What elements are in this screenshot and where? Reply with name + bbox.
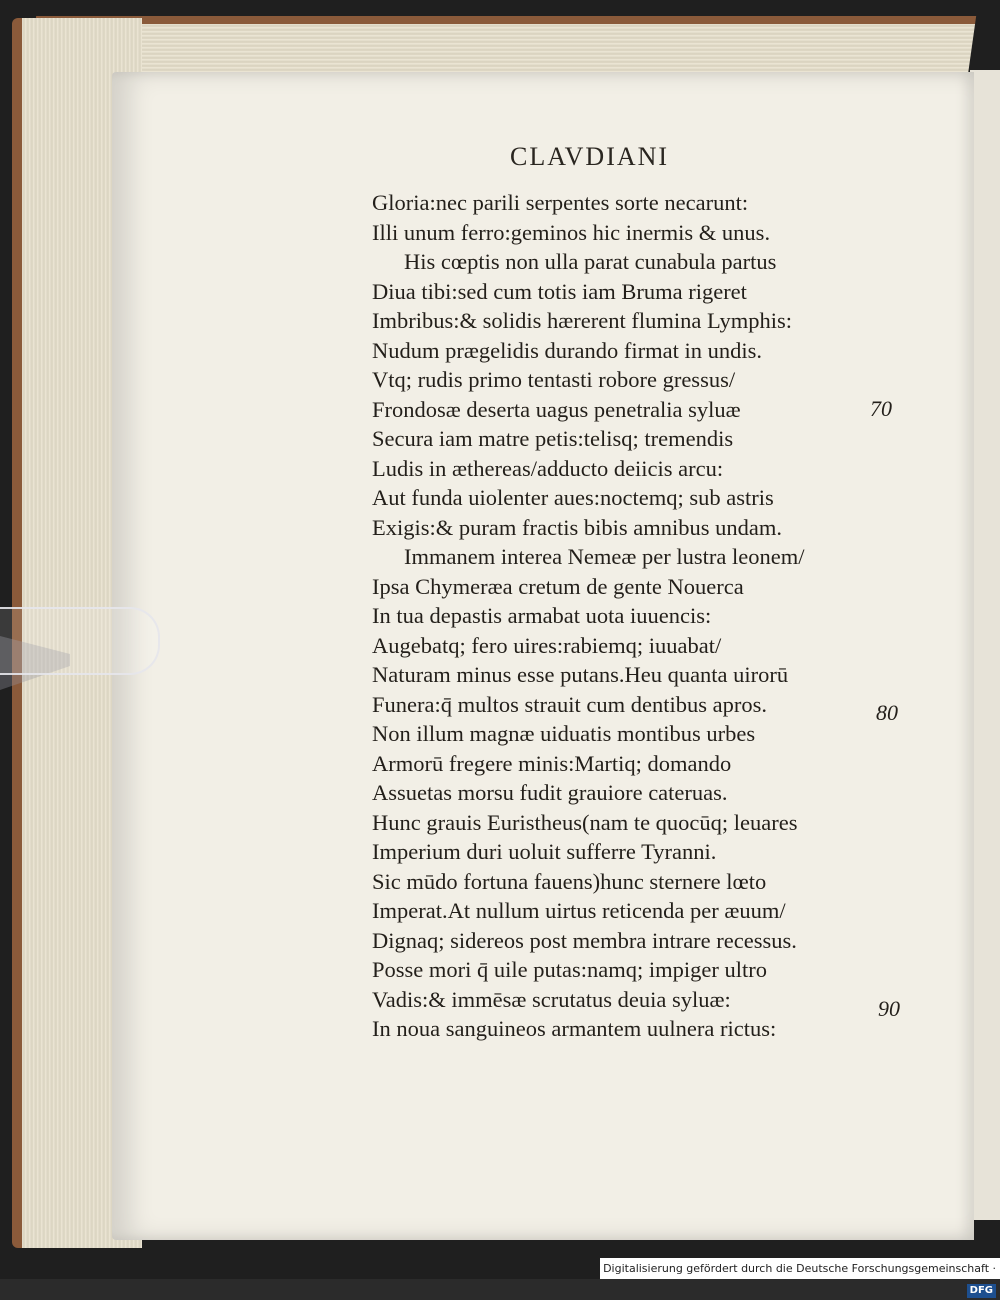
- text-line: Frondosæ deserta uagus penetralia syluæ: [372, 396, 741, 422]
- text-line: Immanem interea Nemeæ per lustra leonem/: [404, 544, 805, 569]
- line-number-80: 80: [876, 700, 898, 725]
- text-line: Imbribus:& solidis hærerent flumina Lymphis:: [372, 308, 792, 333]
- text-line: Ipsa Chymeræa cretum de gente Nouerca: [372, 573, 744, 599]
- text-line: Non illum magnæ uiduatis montibus urbes: [372, 721, 756, 746]
- text-line: Nudum prægelidis durando firmat in undis.: [372, 337, 762, 363]
- text-line: In noua sanguineos armantem uulnera rictus:: [372, 1016, 777, 1041]
- text-line: Dignaq; sidereos post membra intrare recessus.: [372, 927, 797, 953]
- text-line: Illi unum ferro:geminos hic inermis & unus.: [372, 219, 771, 245]
- text-line: Armorū fregere minis:Martiq; domando: [372, 750, 732, 776]
- page-clip: [0, 607, 160, 675]
- text-line: Vadis:& immēsæ scrutatus deuia syluæ:: [372, 986, 731, 1012]
- text-line: Vtq; rudis primo tentasti robore gressus/: [372, 367, 736, 392]
- text-line: Hunc grauis Euristheus(nam te quocūq; leuares: [372, 809, 798, 835]
- text-line: In tua depastis armabat uota iuuencis:: [372, 603, 712, 628]
- text-line: Posse mori q̄ uile putas:namq; impiger ultro: [372, 957, 767, 982]
- text-line: Ludis in æthereas/adducto deiicis arcu:: [372, 455, 724, 481]
- line-number-90: 90: [878, 996, 900, 1021]
- facing-page: [970, 70, 1000, 1220]
- running-head: CLAVDIANI: [510, 142, 670, 171]
- text-line: Sic mūdo fortuna fauens)hunc sternere lœto: [372, 868, 767, 894]
- digitization-credit: [600, 1258, 1000, 1296]
- text-line: Imperat.At nullum uirtus reticenda per æuum/: [372, 898, 786, 923]
- text-line: Assuetas morsu fudit grauiore cateruas.: [372, 780, 728, 805]
- text-line: Aut funda uiolenter aues:noctemq; sub astris: [372, 485, 774, 510]
- text-line: Gloria:nec parili serpentes sorte necarunt:: [372, 190, 749, 215]
- text-line: Secura iam matre petis:telisq; tremendis: [372, 426, 734, 451]
- text-line: Funera:q̄ multos strauit cum dentibus apros.: [372, 691, 767, 717]
- line-number-70: 70: [870, 396, 892, 421]
- dfg-logo: DFG: [967, 1284, 996, 1298]
- poem-text: [372, 188, 892, 1044]
- text-line: His cœptis non ulla parat cunabula partus: [404, 249, 777, 274]
- text-line: Naturam minus esse putans.Heu quanta uirorū: [372, 662, 789, 687]
- text-line: Imperium duri uoluit sufferre Tyranni.: [372, 839, 717, 864]
- text-line: Diua tibi:sed cum totis iam Bruma rigeret: [372, 278, 747, 304]
- text-line: Augebatq; fero uires:rabiemq; iuuabat/: [372, 632, 722, 658]
- text-line: Exigis:& puram fractis bibis amnibus undam.: [372, 514, 782, 540]
- credit-text: Digitalisierung gefördert durch die Deutsche Forschungsgemeinschaft ·: [603, 1262, 996, 1275]
